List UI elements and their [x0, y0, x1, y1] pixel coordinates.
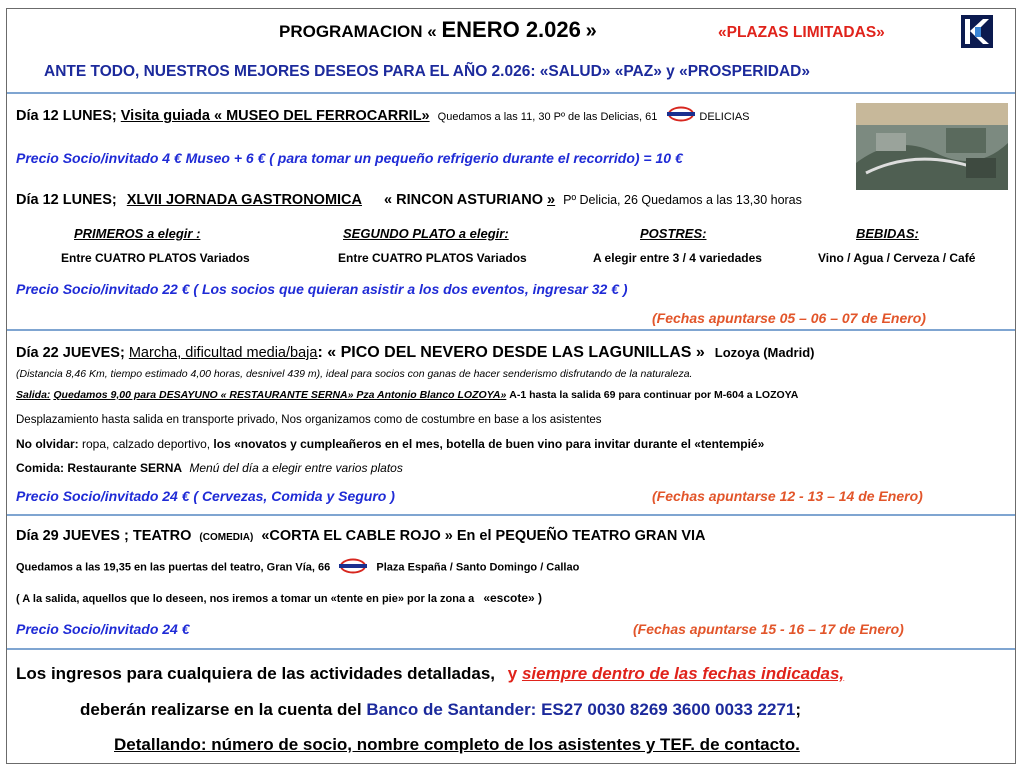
- event3-kind: Marcha, dificultad media/baja: [128, 345, 318, 361]
- event3-place: Lozoya (Madrid): [714, 345, 815, 360]
- event3-title: : « PICO DEL NEVERO DESDE LAS LAGUNILLAS »: [317, 344, 705, 361]
- event1-title: Visita guiada « MUSEO DEL FERROCARRIL»: [120, 107, 430, 124]
- menu-head-primeros: PRIMEROS a elegir :: [74, 226, 201, 241]
- event3-transport: Desplazamiento hasta salida en transporte privado, Nos organizamos como de costumbre en base a los asistentes: [16, 414, 602, 426]
- salida-route: A-1 hasta la salida 69 para continuar por M-604 a LOZOYA: [509, 389, 799, 401]
- event2-day: Día 12 LUNES;: [16, 192, 117, 208]
- event4-comedia: (COMEDIA): [199, 532, 254, 543]
- no-olvidar-a: ropa, calzado deportivo,: [78, 437, 211, 451]
- plazas-limitadas: «PLAZAS LIMITADAS»: [718, 24, 885, 41]
- event3-salida: [16, 389, 798, 401]
- event1-metro: DELICIAS: [699, 110, 750, 123]
- separator: [7, 648, 1015, 650]
- salida-label: Salida:: [16, 389, 51, 401]
- comida-label: Comida: Restaurante SERNA: [16, 461, 183, 475]
- header-month: ENERO 2.026: [441, 17, 581, 42]
- salida-text: Quedamos 9,00 para DESAYUNO « RESTAURANTE SERNA» Pza Antonio Blanco LOZOYA»: [53, 389, 507, 401]
- header-suffix: »: [585, 20, 597, 42]
- event4-title-b: «CORTA EL CABLE ROJO » En el PEQUEÑO TEATRO GRAN VIA: [261, 528, 706, 544]
- event4-meet-line: [16, 558, 579, 577]
- event3-dates: (Fechas apuntarse 12 - 13 – 14 de Enero): [652, 488, 923, 504]
- menu-head-segundo: SEGUNDO PLATO a elegir:: [343, 226, 509, 241]
- event2-restaurant: « RINCON ASTURIANO: [384, 192, 544, 208]
- separator: [7, 92, 1015, 94]
- event2-price: Precio Socio/invitado 22 € ( Los socios que quieran asistir a los dos eventos, ingresar 32 € ): [16, 281, 628, 297]
- event2-line: [16, 192, 802, 208]
- footer-line1-a: Los ingresos para cualquiera de las actividades detalladas,: [16, 664, 496, 683]
- museum-photo: [856, 103, 1008, 190]
- separator: [7, 514, 1015, 516]
- footer-line1-b: siempre dentro de las fechas indicadas,: [521, 664, 845, 683]
- event3-details: (Distancia 8,46 Km, tiempo estimado 4,00 horas, desnivel 439 m), ideal para socios con ganas de hacer senderismo disfrutando de la naturaleza.: [16, 368, 693, 380]
- event3-no-olvidar: [16, 437, 764, 451]
- event4-after: [16, 591, 542, 605]
- menu-value-bebidas: Vino / Agua / Cerveza / Café: [818, 251, 976, 265]
- event4-after-text: ( A la salida, aquellos que lo deseen, nos iremos a tomar un «tente en pie» por la zona a: [16, 593, 475, 605]
- event1-meet: Quedamos a las 11, 30 Pº de las Delicias, 61: [437, 110, 658, 123]
- logo-icon: [961, 15, 993, 48]
- separator: [7, 329, 1015, 331]
- no-olvidar-b: los «novatos y cumpleañeros en el mes, botella de buen vino para invitar durante el «tentempié»: [210, 437, 765, 451]
- footer-line1: [16, 664, 844, 684]
- event2-meet: Pº Delicia, 26 Quedamos a las 13,30 horas: [563, 193, 802, 207]
- new-year-wishes: ANTE TODO, NUESTROS MEJORES DESEOS PARA EL AÑO 2.026: «SALUD» «PAZ» y «PROSPERIDAD»: [44, 63, 810, 80]
- footer-line2: [80, 700, 801, 720]
- event3-comida: [16, 461, 403, 475]
- footer-line1-y: y: [507, 664, 518, 683]
- event4-dates: (Fechas apuntarse 15 - 16 – 17 de Enero): [633, 621, 904, 637]
- event1-day: Día 12 LUNES;: [16, 107, 117, 124]
- event1-price: Precio Socio/invitado 4 € Museo + 6 € ( para tomar un pequeño refrigerio durante el recorrido) = 10 €: [16, 150, 683, 166]
- comida-text: Menú del día a elegir entre varios platos: [189, 461, 403, 475]
- event4-metro: Plaza España / Santo Domingo / Callao: [376, 561, 580, 574]
- event4-escote: «escote» ): [483, 591, 543, 605]
- footer-line2-a: deberán realizarse en la cuenta del: [80, 700, 362, 719]
- menu-head-bebidas: BEBIDAS:: [856, 226, 919, 241]
- event3-price: Precio Socio/invitado 24 € ( Cervezas, Comida y Seguro ): [16, 488, 395, 504]
- event2-dates: (Fechas apuntarse 05 – 06 – 07 de Enero): [652, 310, 926, 326]
- footer-line3: Detallando: número de socio, nombre completo de los asistentes y TEF. de contacto.: [114, 735, 800, 754]
- event4-title-a: Día 29 JUEVES ; TEATRO: [16, 528, 192, 544]
- metro-icon: [339, 558, 367, 577]
- header-title: [279, 17, 597, 43]
- event4-price: Precio Socio/invitado 24 €: [16, 621, 190, 637]
- bank-account: Banco de Santander: ES27 0030 8269 3600 0033 2271: [366, 700, 796, 719]
- menu-value-segundo: Entre CUATRO PLATOS Variados: [338, 251, 527, 265]
- event3-day: Día 22 JUEVES;: [16, 345, 125, 361]
- event4-meet: Quedamos a las 19,35 en las puertas del teatro, Gran Vía, 66: [16, 561, 331, 574]
- menu-head-postres: POSTRES:: [640, 226, 707, 241]
- metro-icon: [667, 106, 695, 126]
- footer-line2-end: ;: [795, 700, 802, 719]
- event1-line: [16, 106, 750, 126]
- event4-line: [16, 528, 706, 544]
- menu-value-postres: A elegir entre 3 / 4 variedades: [593, 251, 762, 265]
- event3-line: [16, 344, 814, 362]
- event2-restaurant-close: »: [547, 192, 556, 208]
- no-olvidar-label: No olvidar:: [16, 437, 79, 451]
- header-prefix: PROGRAMACION «: [279, 22, 437, 41]
- event2-title: XLVII JORNADA GASTRONOMICA: [126, 192, 362, 208]
- menu-value-primeros: Entre CUATRO PLATOS Variados: [61, 251, 250, 265]
